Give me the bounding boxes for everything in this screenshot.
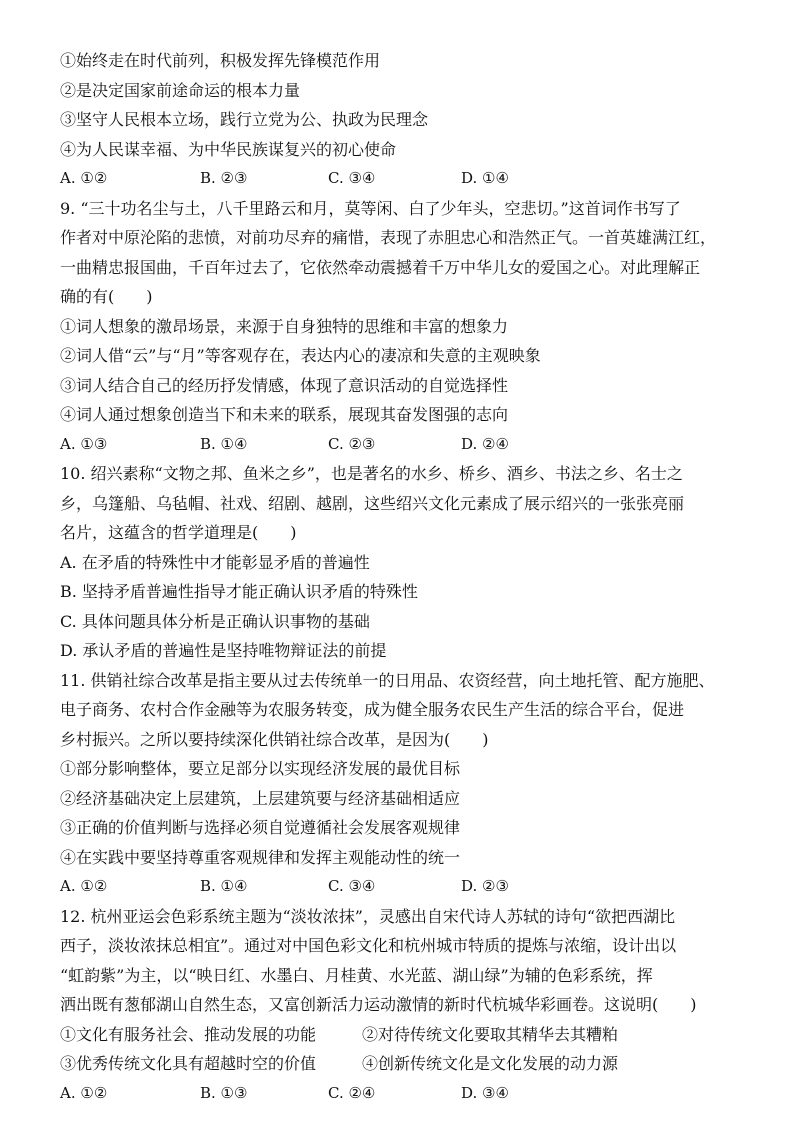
question-10 bbox=[60, 459, 736, 666]
q11-option-d: D. ②③ bbox=[461, 877, 509, 895]
q10-stem-line-1: 10. 绍兴素称“文物之邦、鱼米之乡”，也是著名的水乡、桥乡、酒乡、书法之乡、名士之 bbox=[60, 464, 683, 483]
q12-item-1: ①文化有服务社会、推动发展的功能 bbox=[60, 1024, 317, 1044]
q9-stem-line-3: 一曲精忠报国曲，千百年过去了，它依然牵动震撼着千万中华儿女的爱国之心。对此理解正 bbox=[60, 257, 701, 277]
q11-stem-line-2: 电子商务、农村合作金融等为农服务转变，成为健全服务农民生产生活的综合平台，促进 bbox=[60, 700, 685, 719]
q9-stem-line-4: 确的有( ) bbox=[60, 287, 153, 306]
q8-option-a: A. ①② bbox=[60, 169, 108, 187]
question-12 bbox=[60, 902, 736, 1109]
q9-stem-line-1: 9. “三十功名尘与土，八千里路云和月，莫等闲、白了少年头，空悲切。”这首词作书写了 bbox=[60, 198, 681, 218]
q10-stem-line-3: 名片，这蕴含的哲学道理是( ) bbox=[60, 523, 297, 542]
q9-item-2: ②词人借“云”与“月”等客观存在，表达内心的凄凉和失意的主观映象 bbox=[60, 346, 541, 365]
exam-page bbox=[60, 46, 736, 1108]
q8-item-2: ②是决定国家前途命运的根本力量 bbox=[60, 80, 301, 100]
q12-option-c: C. ②④ bbox=[328, 1083, 376, 1102]
q12-stem-line-3: “虹韵紫”为主，以“映日红、水墨白、月桂黄、水光蓝、湖山绿”为辅的色彩系统，挥 bbox=[60, 965, 653, 985]
q10-choice-a: A. 在矛盾的特殊性中才能彰显矛盾的普遍性 bbox=[60, 552, 370, 572]
q12-item-4: ④创新传统文化是文化发展的动力源 bbox=[362, 1054, 619, 1073]
q12-option-b: B. ①③ bbox=[200, 1083, 248, 1102]
q11-item-3: ③正确的价值判断与选择必须自觉遵循社会发展客观规律 bbox=[60, 818, 461, 837]
q9-option-b: B. ①④ bbox=[200, 434, 248, 453]
q8-item-1: ①始终走在时代前列，积极发挥先锋模范作用 bbox=[60, 51, 381, 70]
q12-item-3: ③优秀传统文化具有超越时空的价值 bbox=[60, 1054, 317, 1073]
q9-options bbox=[60, 430, 736, 460]
q9-item-3: ③词人结合自己的经历抒发情感，体现了意识活动的自觉选择性 bbox=[60, 375, 509, 395]
q12-option-a: A. ①② bbox=[60, 1083, 108, 1102]
question-11 bbox=[60, 666, 736, 902]
question-9 bbox=[60, 194, 736, 460]
q9-option-c: C. ②③ bbox=[328, 434, 376, 453]
q8-option-c: C. ③④ bbox=[328, 169, 376, 187]
q8-item-4: ④为人民谋幸福、为中华民族谋复兴的初心使命 bbox=[60, 139, 397, 159]
q10-stem-line-2: 乡，乌篷船、乌毡帽、社戏、绍剧、越剧，这些绍兴文化元素成了展示绍兴的一张张亮丽 bbox=[60, 493, 685, 513]
q12-item-2: ②对待传统文化要取其精华去其糟粕 bbox=[362, 1024, 619, 1044]
q11-option-b: B. ①④ bbox=[200, 877, 248, 895]
q10-choice-d: D. 承认矛盾的普遍性是坚持唯物辩证法的前提 bbox=[60, 641, 387, 660]
q9-stem-line-2: 作者对中原沦陷的悲愤，对前功尽弃的痛惜，表现了赤胆忠心和浩然正气。一首英雄满江红， bbox=[60, 228, 717, 247]
q12-items-row-2 bbox=[60, 1049, 736, 1079]
q11-option-c: C. ③④ bbox=[328, 877, 376, 895]
q12-options bbox=[60, 1079, 736, 1109]
q8-option-d: D. ①④ bbox=[461, 169, 509, 187]
q10-choice-b: B. 坚持矛盾普遍性指导才能正确认识矛盾的特殊性 bbox=[60, 582, 418, 601]
q11-option-a: A. ①② bbox=[60, 877, 108, 895]
q11-item-2: ②经济基础决定上层建筑，上层建筑要与经济基础相适应 bbox=[60, 788, 461, 808]
q12-option-d: D. ③④ bbox=[461, 1083, 509, 1102]
q11-options bbox=[60, 872, 736, 902]
q12-items-row-1 bbox=[60, 1020, 736, 1050]
q8-item-3: ③坚守人民根本立场，践行立党为公、执政为民理念 bbox=[60, 110, 429, 129]
q11-item-4: ④在实践中要坚持尊重客观规律和发挥主观能动性的统一 bbox=[60, 847, 461, 867]
q12-stem-line-1: 12. 杭州亚运会色彩系统主题为“淡妆浓抹”，灵感出自宋代诗人苏轼的诗句“欲把西湖比 bbox=[60, 906, 676, 926]
q8-options bbox=[60, 164, 736, 194]
q11-stem-line-1: 11. 供销社综合改革是指主要从过去传统单一的日用品、农资经营，向土地托管、配方施肥、 bbox=[60, 670, 715, 690]
q11-stem-line-3: 乡村振兴。之所以要持续深化供销社综合改革，是因为( ) bbox=[60, 729, 489, 749]
q12-stem-line-2: 西子，淡妆浓抹总相宜”。通过对中国色彩文化和杭州城市特质的提炼与浓缩，设计出以 bbox=[60, 936, 677, 955]
q10-choice-c: C. 具体问题具体分析是正确认识事物的基础 bbox=[60, 611, 370, 631]
q9-item-1: ①词人想象的激昂场景，来源于自身独特的思维和丰富的想象力 bbox=[60, 316, 509, 336]
q9-item-4: ④词人通过想象创造当下和未来的联系，展现其奋发图强的志向 bbox=[60, 405, 509, 424]
q9-option-d: D. ②④ bbox=[461, 434, 509, 453]
question-8 bbox=[60, 46, 736, 194]
q12-stem-line-4: 洒出既有葱郁湖山自然生态，又富创新活力运动激情的新时代杭城华彩画卷。这说明( ) bbox=[60, 995, 697, 1014]
q11-item-1: ①部分影响整体，要立足部分以实现经济发展的最优目标 bbox=[60, 759, 461, 778]
q9-option-a: A. ①③ bbox=[60, 434, 108, 453]
q8-option-b: B. ②③ bbox=[200, 169, 248, 187]
